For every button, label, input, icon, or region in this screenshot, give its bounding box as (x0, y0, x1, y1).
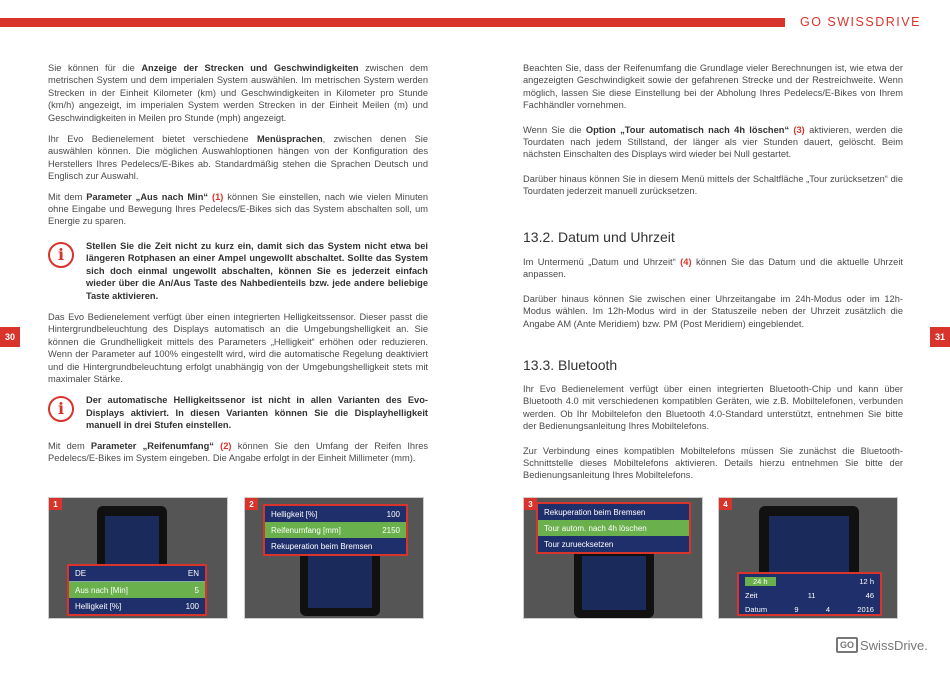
note-brightness: i Der automatische Helligkeitssenor ist nicht in allen Varianten des Evo-Displays aktiviert. In diesen Varianten können Sie die Displayhelligkeit manuell in drei Stufen einstellen. (48, 394, 428, 431)
brand-name: GO SWISSDRIVE (800, 15, 921, 29)
right-column-bluetooth (523, 383, 903, 482)
zoom-menu: Rekuperation beim Bremsen Tour autom. nach 4h löschen Tour zuruecksetzen (536, 502, 691, 554)
info-icon: i (48, 396, 74, 422)
paragraph-bluetooth-connect: Zur Verbindung eines kompatiblen Mobiltelefons müssen Sie zunächst die Bluetooth-Schnittstelle dieses Mobiltelefons aktivieren. Details hierzu entnehmen Sie bitte der Bedienungsanleitung Ihres Mobiltelefons. (523, 445, 903, 481)
logo-mark: GO (836, 637, 858, 653)
note-auto-off: i Stellen Sie die Zeit nicht zu kurz ein, damit sich das System nicht etwa bei längeren Rotphasen an einer Ampel ungewollt abschaltet. Sollte das System sich doch einmal ungewollt abschalten, können Sie es jederzeit einfach wieder über die An/Aus Taste des Nahbedienteils bzw. jede andere beliebige Taste aktivieren. (48, 240, 428, 302)
zoom-menu: 24 h 12 h Zeit 11 46 Datum 9 4 2016 (737, 572, 882, 616)
paragraph-brightness: Das Evo Bedienelement verfügt über einen integrierten Helligkeitssensor. Dieser passt die Hintergrundbeleuchtung des Displays automatisch an die Umgebungshelligkeit an. Sie können die Grundhelligkeit mittels des Parameters „Helligkeit“ erhöhen oder reduzieren. Wenn der Parameter auf 100% eingestellt wird, wird die automatische Regelung deaktiviert und die Hintergrundbeleuchtung erfolgt unabhängig von der Umgebungshelligkeit stets mit maximaler Stärke. (48, 311, 428, 384)
photo-2: 2 Helligkeit [%] 100 Reifenumfang [mm] 2150 Rekuperation beim Bremsen (244, 497, 424, 619)
paragraph-tire-note: Beachten Sie, dass der Reifenumfang die Grundlage vieler Berechnungen ist, wie etwa der angezeigten Geschwindigkeit sowie der gefahrenen Strecke und der Restreichweite. Wenn möglich, lassen Sie diese Einstellung bei der Abholung Ihres Pedelecs/E-Bikes von Ihrem Fachhändler vornehmen. (523, 63, 903, 111)
zoom-menu: DE EN Aus nach [Min] 5 Helligkeit [%] 100 (67, 564, 207, 616)
paragraph-tour-reset: Darüber hinaus können Sie in diesem Menü mittels der Schaltfläche „Tour zurücksetzen“ die Tourdaten jederzeit manuell zurücksetzen. (523, 173, 903, 197)
header-bar-right (475, 18, 785, 27)
paragraph-time-mode: Darüber hinaus können Sie zwischen einer Uhrzeitangabe im 24h-Modus oder im 12h-Modus wählen. Im 12h-Modus wird in der Statuszeile neben der Uhrzeit zusätzlich die Angabe AM (Ante Meridiem) bzw. PM (Post Meridiem) eingeblendet. (523, 293, 903, 329)
paragraph-bluetooth: Ihr Evo Bedienelement verfügt über einen integrierten Bluetooth-Chip und kann über Bluetooth 4.0 mit verschiedenen kompatiblen Geräten, wie z.B. Mobiltelefonen, verbunden werden. Ob Ihr Mobiltelefon den Bluetooth 4.0-Standard unterstützt, entnehmen Sie bitte der Bedienungsanleitung Ihres Mobiltelefons. (523, 384, 903, 432)
paragraph-tour-delete: Wenn Sie die Option „Tour automatisch nach 4h löschen“ (3) aktivieren, werden die Tourdaten nach jedem Stillstand, der länger als vier Stunden dauert, gelöscht. Beim nächsten Einschalten des Displays wird wieder bei Null gestartet. (523, 124, 903, 160)
logo-text: SwissDrive. (860, 637, 928, 653)
paragraph-units: Sie können für die Anzeige der Strecken und Geschwindigkeiten zwischen dem metrischen System und dem imperialen System auswählen. Im metrischen System werden Strecken in der Einheit Kilometer (km) und Geschwindigkeiten in Kilometer pro Stunde (km/h) angezeigt, im imperialen System werden Strecken in der Einheit Meilen (m) und Geschwindigkeiten in Meilen pro Stunde (mph) angezeigt. (48, 63, 428, 123)
page-number-right: 31 (930, 327, 950, 347)
zoom-menu: Helligkeit [%] 100 Reifenumfang [mm] 2150 Rekuperation beim Bremsen (263, 504, 408, 556)
info-icon: i (48, 242, 74, 268)
photo-4: 4 24 h 12 h Zeit 11 46 Datum 9 4 2016 (718, 497, 898, 619)
header-bar-left (0, 18, 475, 27)
left-column (48, 62, 428, 464)
photo-3: 3 Rekuperation beim Bremsen Tour autom. nach 4h löschen Tour zuruecksetzen (523, 497, 703, 619)
page-number-left: 30 (0, 327, 20, 347)
paragraph-auto-off: Mit dem Parameter „Aus nach Min“ (1) können Sie einstellen, nach wie vielen Minuten ohne Eingabe und Bewegung Ihres Pedelecs/E-Bikes sich das System abschalten soll, um Energie zu sparen. (48, 191, 428, 227)
paragraph-date-menu: Im Untermenü „Datum und Uhrzeit“ (4) können Sie das Datum und die aktuelle Uhrzeit anpassen. (523, 257, 903, 280)
photo-1: 1 DE EN Aus nach [Min] 5 Helligkeit [%] 100 (48, 497, 228, 619)
heading-date-time: 13.2. Datum und Uhrzeit (523, 229, 675, 245)
footer-logo (836, 637, 928, 653)
right-column (523, 62, 903, 198)
heading-bluetooth: 13.3. Bluetooth (523, 357, 618, 373)
paragraph-tire: Mit dem Parameter „Reifenumfang“ (2) können Sie den Umfang der Reifen Ihres Pedelecs/E-Bikes im System eingeben. Die Angabe erfolgt in der Einheit Millimeter (mm). (48, 440, 429, 463)
paragraph-languages: Ihr Evo Bedienelement bietet verschiedene Menüsprachen, zwischen denen Sie auswählen können. Die möglichen Auswahloptionen hängen von der Konfiguration des Herstellers Ihres Pedelecs/E-Bikes ab. Standardmäßig stehen die Sprachen Deutsch und Englisch zur Auswahl. (48, 134, 428, 182)
right-column-date (523, 256, 903, 330)
